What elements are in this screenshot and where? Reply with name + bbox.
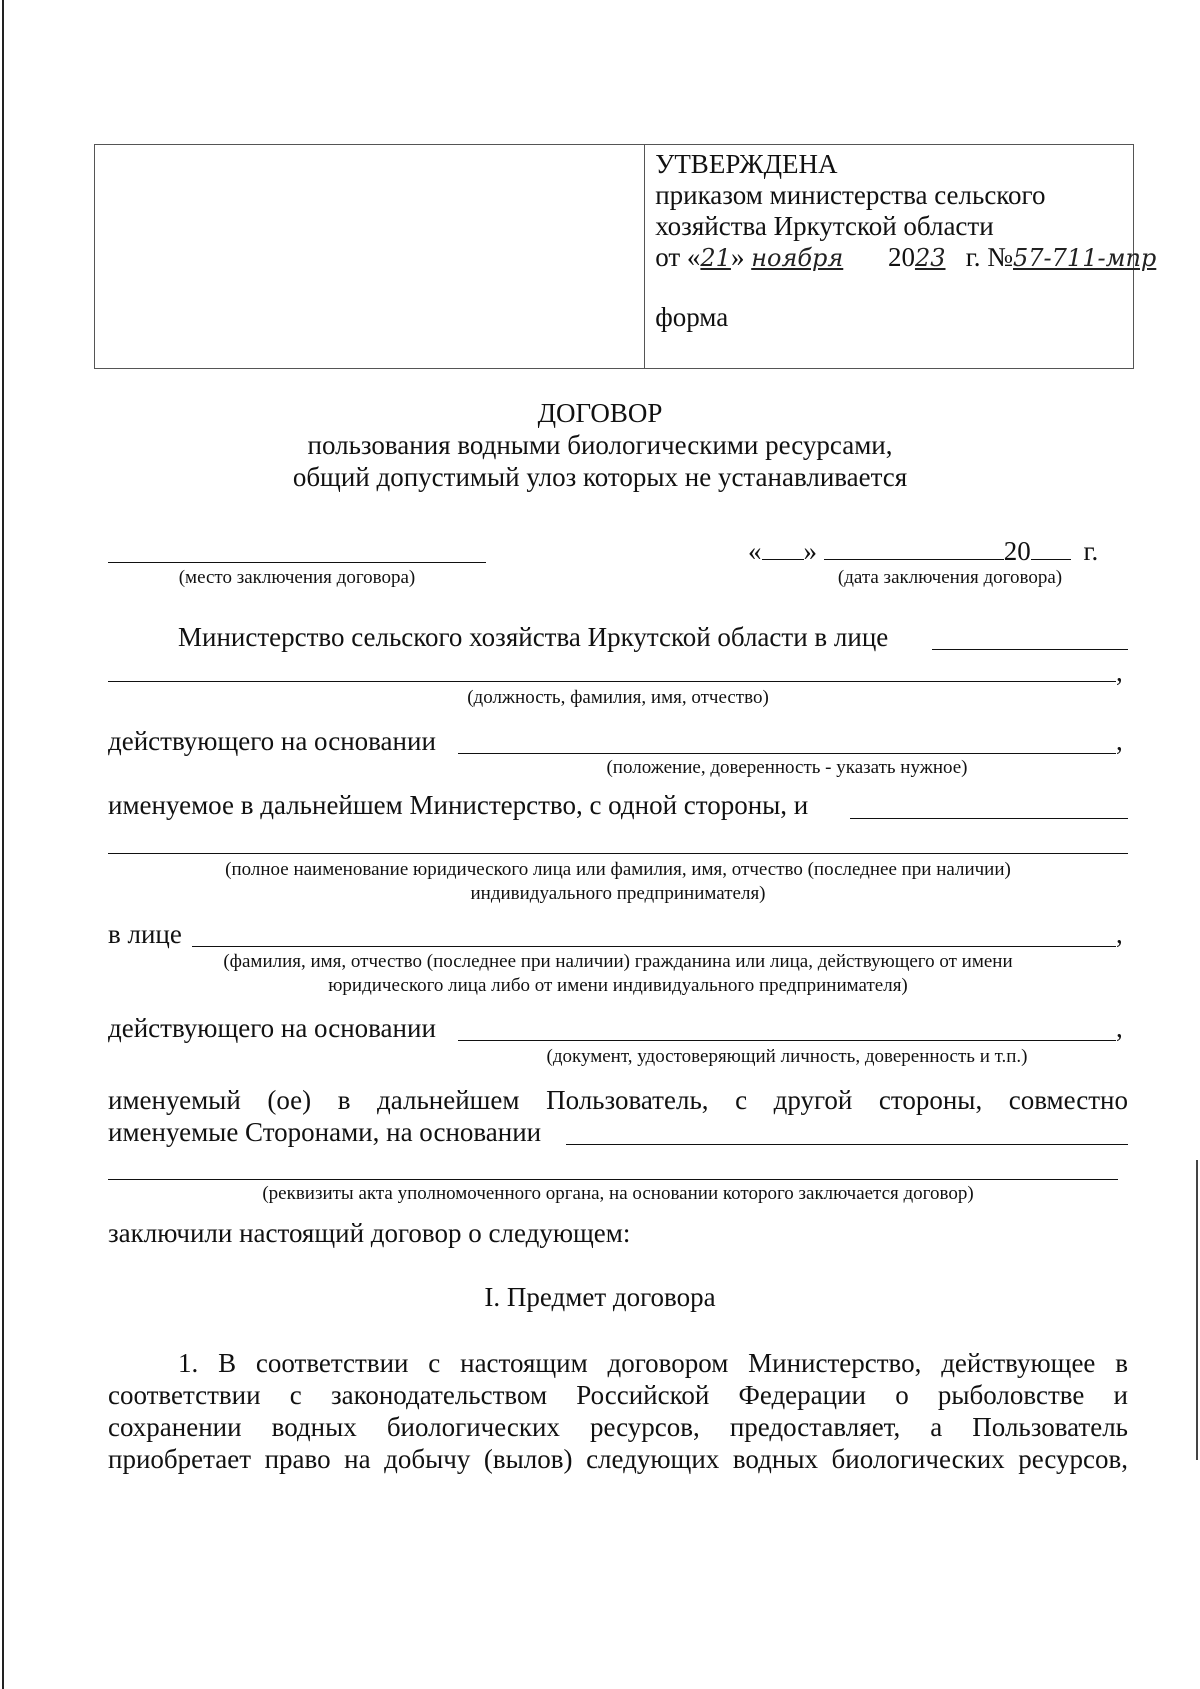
ministry-rep-blank-1 bbox=[932, 649, 1128, 650]
approval-line-1: приказом министерства сельского bbox=[655, 180, 1046, 210]
approval-year: 23 bbox=[914, 244, 946, 272]
counterparty-blank-2 bbox=[108, 853, 1128, 854]
place-caption: (место заключения договора) bbox=[178, 567, 416, 588]
acting-basis-2: действующего на основании bbox=[108, 1013, 436, 1043]
named-user-line-1: именуемый (ое) в дальнейшем Пользователь, с другой стороны, совместно bbox=[108, 1085, 1128, 1115]
approval-stamp-cell bbox=[645, 145, 1157, 368]
contract-title bbox=[0, 397, 1200, 493]
comma: , bbox=[1116, 1013, 1123, 1043]
comma: , bbox=[1116, 726, 1123, 756]
approval-number: 57-711-мпр bbox=[1013, 244, 1157, 272]
title-sub-2: общий допустимый улоз которых не устанавливается bbox=[292, 462, 908, 492]
section-heading: I. Предмет договора bbox=[484, 1282, 716, 1312]
counterparty-blank-1 bbox=[850, 818, 1128, 819]
approval-day: 21 bbox=[700, 244, 731, 272]
basis-caption-2: (документ, удостоверяющий личность, доверенность и т.п.) bbox=[546, 1046, 1028, 1067]
ministry-line: Министерство сельского хозяйства Иркутской области в лице bbox=[178, 622, 889, 652]
position-caption: (должность, фамилия, имя, отчество) bbox=[467, 687, 769, 708]
form-label: форма bbox=[655, 302, 729, 332]
title-main: ДОГОВОР bbox=[537, 398, 663, 428]
comma: , bbox=[1116, 919, 1123, 949]
basis-act-blank-2 bbox=[108, 1179, 1118, 1180]
approval-date-line: от «21» ноября 2023 г. №57-711-мпр bbox=[655, 242, 1157, 272]
date-caption: (дата заключения договора) bbox=[837, 567, 1063, 588]
approval-heading: УТВЕРЖДЕНА bbox=[655, 149, 838, 179]
approval-line-2: хозяйства Иркутской области bbox=[655, 211, 994, 241]
entity-caption: (полное наименование юридического лица или фамилия, имя, отчество (последнее при наличии) индивидуального предпринимателя) bbox=[225, 859, 1011, 904]
acting-basis-1: действующего на основании bbox=[108, 726, 436, 756]
act-caption: (реквизиты акта уполномоченного органа, на основании которого заключается договор) bbox=[262, 1183, 974, 1204]
comma: , bbox=[1116, 657, 1123, 687]
place-blank bbox=[108, 562, 486, 563]
basis-act-blank-1 bbox=[566, 1144, 1128, 1145]
date-line: « » 20 г. bbox=[748, 532, 1128, 567]
title-sub-1: пользования водными биологическими ресурсами, bbox=[307, 430, 893, 460]
named-ministry-line: именуемое в дальнейшем Министерство, с одной стороны, и bbox=[108, 790, 809, 820]
basis-caption-1: (положение, доверенность - указать нужное) bbox=[606, 757, 968, 778]
basis-1-blank bbox=[458, 753, 1116, 754]
scan-left-edge bbox=[2, 0, 4, 1689]
ministry-rep-blank-2 bbox=[108, 681, 1116, 682]
approval-empty-cell bbox=[95, 145, 645, 368]
named-user-line-2: именуемые Сторонами, на основании bbox=[108, 1117, 542, 1147]
in-person-line: в лице bbox=[108, 919, 182, 949]
paragraph-1: 1. В соответствии с настоящим договором Министерство, действующее в соответствии с законодательством Российской Федерации о рыболовстве и сохранении водных биологических ресурсов, предоставляет, а Пользователь приобретает право на добычу (вылов) следующих водных биологических ресурсов, bbox=[108, 1348, 1128, 1474]
in-person-blank bbox=[192, 946, 1116, 947]
concluded-line: заключили настоящий договор о следующем: bbox=[108, 1218, 631, 1248]
approval-month: ноября bbox=[751, 244, 844, 272]
approval-table bbox=[94, 144, 1157, 369]
person-caption: (фамилия, имя, отчество (последнее при наличии) гражданина или лица, действующего от имени юридического лица либо от имени индивидуального предпринимателя) bbox=[223, 951, 1013, 996]
basis-2-blank bbox=[458, 1040, 1116, 1041]
